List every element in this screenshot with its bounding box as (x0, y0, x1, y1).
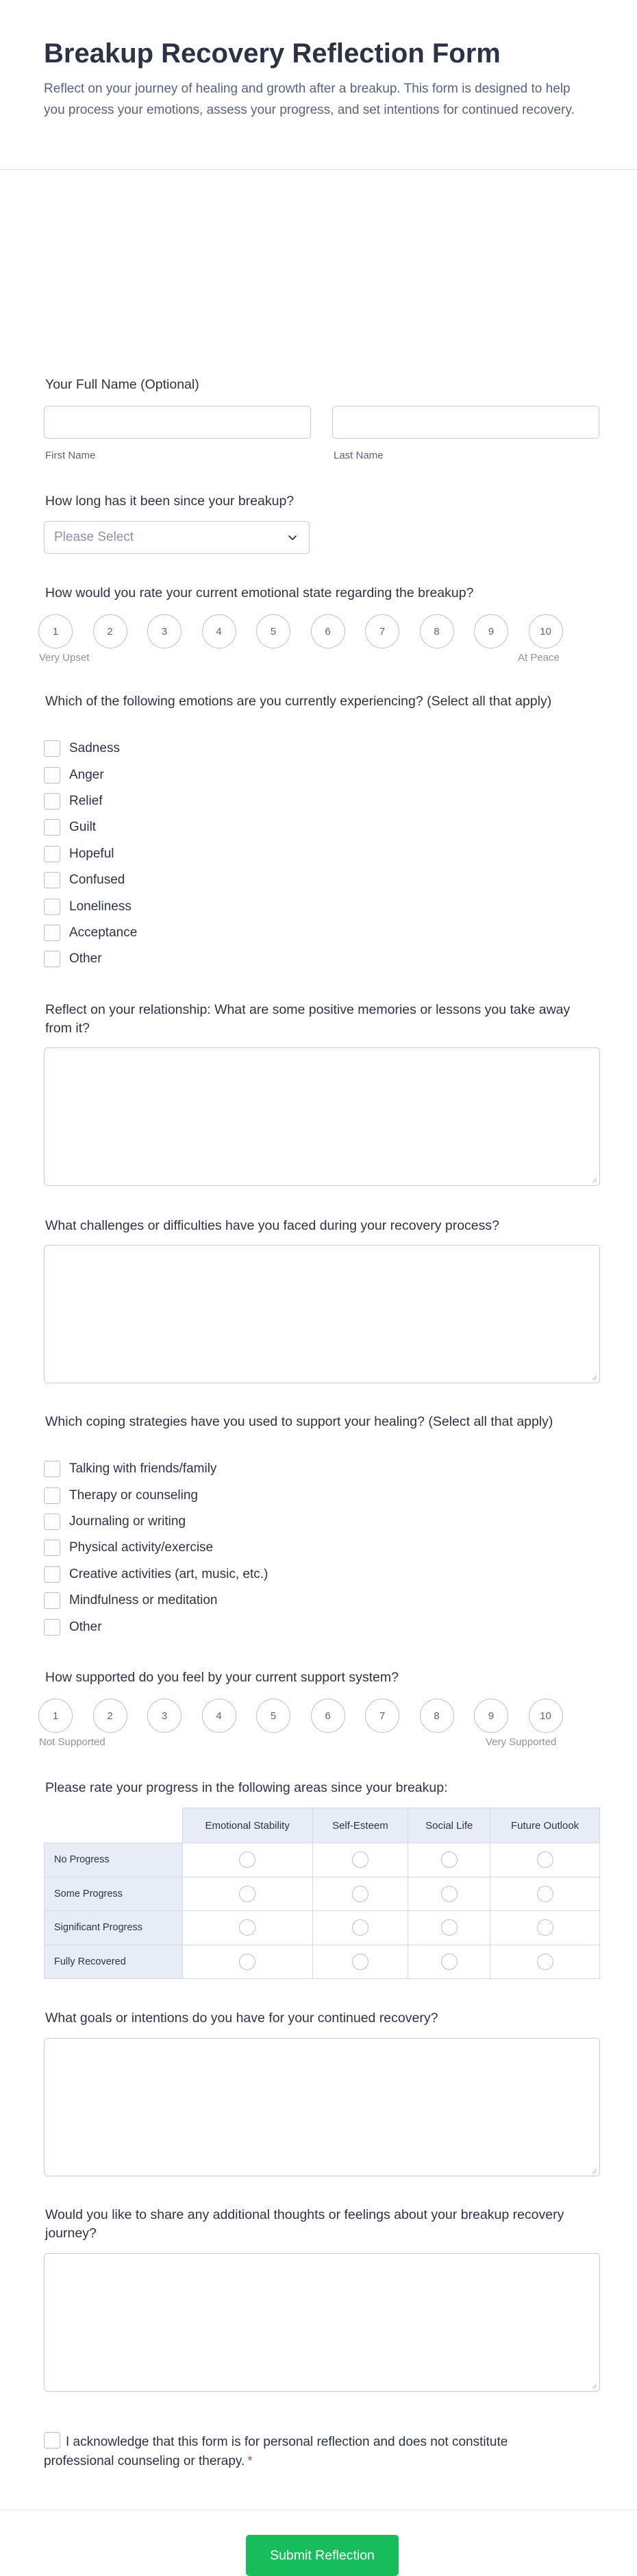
emotions-checklist (44, 736, 137, 973)
resize-grip-icon[interactable] (590, 1176, 597, 1183)
matrix-radio[interactable] (537, 1919, 553, 1936)
matrix-radio[interactable] (239, 1919, 255, 1936)
checkbox-option[interactable] (44, 867, 137, 893)
matrix-radio[interactable] (239, 1886, 255, 1902)
scale-option-9[interactable]: 9 (474, 614, 508, 648)
scale-option-7[interactable]: 7 (365, 614, 399, 648)
checkbox[interactable] (44, 925, 60, 941)
matrix-row-header: Significant Progress (45, 1911, 183, 1945)
matrix-column-header: Social Life (408, 1808, 490, 1843)
matrix-radio[interactable] (441, 1886, 458, 1902)
matrix-row (45, 1945, 600, 1979)
matrix-radio[interactable] (441, 1851, 458, 1868)
checkbox-label: Anger (69, 767, 104, 782)
checkbox-option[interactable] (44, 736, 137, 762)
acknowledgement (44, 2432, 523, 2471)
resize-grip-icon[interactable] (590, 2382, 597, 2389)
matrix-cell (490, 1877, 600, 1911)
matrix-radio[interactable] (239, 1954, 255, 1970)
matrix-cell (312, 1843, 408, 1878)
emotions-label: Which of the following emotions are you currently experiencing? (Select all that apply) (45, 694, 552, 709)
last-name-input[interactable] (332, 406, 599, 439)
matrix-column-header: Emotional Stability (182, 1808, 312, 1843)
checkbox-label: Creative activities (art, music, etc.) (69, 1566, 268, 1581)
matrix-radio[interactable] (352, 1919, 369, 1936)
form-title: Breakup Recovery Reflection Form (44, 38, 501, 69)
challenges-textarea[interactable] (44, 1245, 600, 1383)
checkbox[interactable] (44, 899, 60, 915)
checkbox-option[interactable] (44, 1482, 268, 1508)
progress-matrix (44, 1808, 600, 1979)
checkbox-label: Other (69, 1619, 102, 1634)
matrix-corner (45, 1808, 183, 1843)
additional-label: Would you like to share any additional thoughts or feelings about your breakup recovery journey? (45, 2207, 564, 2241)
checkbox-label: Confused (69, 873, 125, 888)
matrix-cell (490, 1843, 600, 1878)
checkbox-option[interactable] (44, 1588, 268, 1614)
acknowledgement-checkbox[interactable] (44, 2432, 60, 2449)
checkbox-label: Talking with friends/family (69, 1461, 217, 1477)
matrix-cell (182, 1843, 312, 1878)
matrix-row (45, 1877, 600, 1911)
matrix-column-header: Self-Esteem (312, 1808, 408, 1843)
matrix-radio[interactable] (537, 1954, 553, 1970)
checkbox-option[interactable] (44, 841, 137, 867)
matrix-row (45, 1911, 600, 1945)
checkbox-option[interactable] (44, 1562, 268, 1588)
matrix-radio[interactable] (441, 1919, 458, 1936)
checkbox-label: Loneliness (69, 899, 132, 914)
checkbox-label: Mindfulness or meditation (69, 1593, 218, 1608)
scale-option-10[interactable]: 10 (529, 614, 563, 648)
chevron-down-icon (286, 531, 299, 544)
checkbox-label: Acceptance (69, 925, 138, 940)
scale-option-8[interactable]: 8 (420, 614, 454, 648)
form-header (0, 0, 637, 170)
checkbox-option[interactable] (44, 920, 137, 946)
form-description: Reflect on your journey of healing and growth after a breakup. This form is designed to help you process your emotions, assess your progress, and set intentions for continued recovery. (44, 82, 575, 117)
checkbox-label: Physical activity/exercise (69, 1540, 214, 1555)
memories-label: Reflect on your relationship: What are some positive memories or lessons you take away from it? (45, 1002, 571, 1036)
scale-option-3[interactable]: 3 (147, 1699, 182, 1733)
checkbox-option[interactable] (44, 788, 137, 814)
scale-option-6[interactable]: 6 (311, 1699, 345, 1733)
challenges-label: What challenges or difficulties have you faced during your recovery process? (45, 1218, 499, 1233)
required-mark: * (247, 2454, 253, 2468)
scale-option-8[interactable]: 8 (420, 1699, 454, 1733)
checkbox-label: Relief (69, 793, 103, 808)
matrix-cell (312, 1945, 408, 1979)
scale-option-5[interactable]: 5 (256, 614, 290, 648)
matrix-cell (312, 1877, 408, 1911)
checkbox-label: Sadness (69, 741, 120, 756)
scale-option-5[interactable]: 5 (256, 1699, 290, 1733)
full-name-label: Your Full Name (Optional) (45, 377, 199, 392)
checkbox[interactable] (44, 1514, 60, 1530)
matrix-radio[interactable] (239, 1851, 255, 1868)
checkbox[interactable] (44, 1592, 60, 1609)
support-scale (38, 1699, 563, 1733)
matrix-cell (312, 1911, 408, 1945)
matrix-radio[interactable] (352, 1954, 369, 1970)
acknowledgement-text: I acknowledge that this form is for personal reflection and does not constitute professional counseling or therapy. (44, 2435, 508, 2468)
coping-checklist (44, 1456, 268, 1640)
resize-grip-icon[interactable] (590, 2167, 597, 2174)
checkbox-label: Hopeful (69, 846, 114, 861)
coping-label: Which coping strategies have you used to support your healing? (Select all that apply) (45, 1414, 553, 1429)
select-placeholder: Please Select (54, 530, 134, 544)
scale-option-2[interactable]: 2 (93, 614, 127, 648)
first-name-input[interactable] (44, 406, 311, 439)
checkbox[interactable] (44, 1487, 60, 1504)
checkbox[interactable] (44, 1566, 60, 1583)
checkbox[interactable] (44, 819, 60, 836)
resize-grip-icon[interactable] (590, 1374, 597, 1381)
scale-option-6[interactable]: 6 (311, 614, 345, 648)
matrix-cell (408, 1945, 490, 1979)
matrix-cell (182, 1911, 312, 1945)
matrix-radio[interactable] (352, 1886, 369, 1902)
first-name-sublabel: First Name (45, 450, 96, 461)
scale-option-3[interactable]: 3 (147, 614, 182, 648)
matrix-column-header: Future Outlook (490, 1808, 600, 1843)
matrix-cell (490, 1945, 600, 1979)
matrix-cell (182, 1945, 312, 1979)
matrix-row-header: Some Progress (45, 1877, 183, 1911)
checkbox[interactable] (44, 951, 60, 967)
checkbox-label: Journaling or writing (69, 1514, 186, 1529)
scale-option-1[interactable]: 1 (38, 614, 73, 648)
checkbox-option[interactable] (44, 1614, 268, 1640)
checkbox-label: Other (69, 951, 102, 967)
scale-max-label: Very Supported (486, 1736, 557, 1748)
matrix-radio[interactable] (537, 1851, 553, 1868)
checkbox-option[interactable] (44, 893, 137, 919)
scale-option-1[interactable]: 1 (38, 1699, 73, 1733)
matrix-cell (408, 1911, 490, 1945)
scale-option-7[interactable]: 7 (365, 1699, 399, 1733)
breakup-duration-select[interactable] (44, 521, 310, 554)
checkbox-label: Therapy or counseling (69, 1487, 198, 1503)
checkbox[interactable] (44, 793, 60, 810)
matrix-radio[interactable] (537, 1886, 553, 1902)
checkbox[interactable] (44, 846, 60, 862)
goals-label: What goals or intentions do you have for your continued recovery? (45, 2010, 438, 2026)
scale-option-4[interactable]: 4 (202, 1699, 236, 1733)
scale-option-10[interactable]: 10 (529, 1699, 563, 1733)
scale-min-label: Very Upset (39, 652, 90, 664)
support-label: How supported do you feel by your current support system? (45, 1670, 399, 1685)
matrix-radio[interactable] (441, 1954, 458, 1970)
checkbox-option[interactable] (44, 1535, 268, 1561)
matrix-cell (408, 1877, 490, 1911)
progress-label: Please rate your progress in the following areas since your breakup: (45, 1780, 448, 1795)
submit-button[interactable]: Submit Reflection (246, 2535, 399, 2576)
matrix-row-header: Fully Recovered (45, 1945, 183, 1979)
matrix-radio[interactable] (352, 1851, 369, 1868)
checkbox-option[interactable] (44, 946, 137, 972)
checkbox[interactable] (44, 1540, 60, 1556)
checkbox[interactable] (44, 1461, 60, 1477)
matrix-cell (490, 1911, 600, 1945)
checkbox-option[interactable] (44, 1509, 268, 1535)
checkbox[interactable] (44, 872, 60, 888)
matrix-row-header: No Progress (45, 1843, 183, 1878)
scale-max-label: At Peace (518, 652, 560, 664)
memories-textarea[interactable] (44, 1047, 600, 1186)
checkbox[interactable] (44, 740, 60, 757)
checkbox-option[interactable] (44, 762, 137, 788)
checkbox-label: Guilt (69, 820, 97, 835)
matrix-row (45, 1843, 600, 1878)
emotional-state-scale (38, 614, 563, 648)
additional-textarea[interactable] (44, 2253, 600, 2392)
checkbox-option[interactable] (44, 1456, 268, 1482)
checkbox-option[interactable] (44, 814, 137, 840)
scale-option-9[interactable]: 9 (474, 1699, 508, 1733)
goals-textarea[interactable] (44, 2038, 600, 2176)
checkbox[interactable] (44, 1619, 60, 1636)
breakup-duration-label: How long has it been since your breakup? (45, 494, 295, 509)
emotional-state-label: How would you rate your current emotional state regarding the breakup? (45, 585, 474, 600)
matrix-cell (182, 1877, 312, 1911)
scale-option-4[interactable]: 4 (202, 614, 236, 648)
scale-option-2[interactable]: 2 (93, 1699, 127, 1733)
matrix-cell (408, 1843, 490, 1878)
checkbox[interactable] (44, 767, 60, 783)
last-name-sublabel: Last Name (334, 450, 384, 461)
scale-min-label: Not Supported (39, 1736, 105, 1748)
